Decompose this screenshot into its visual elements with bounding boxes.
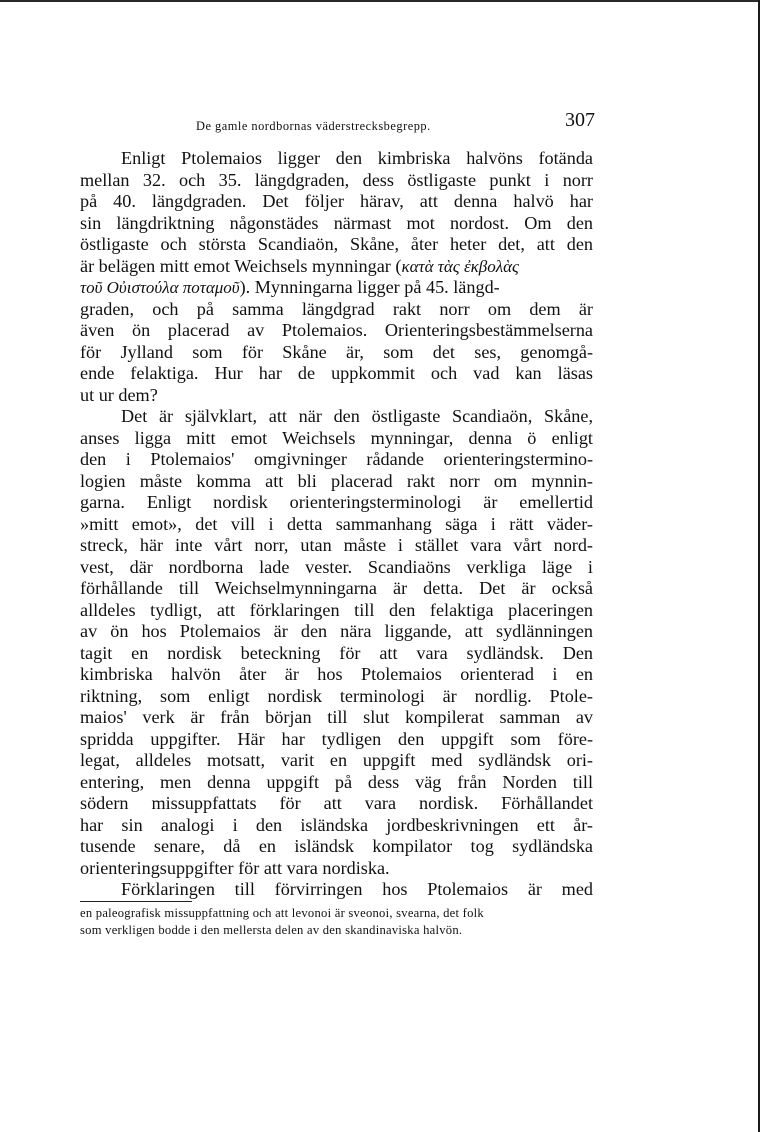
text-line: tagit en nordisk beteckning för att vara sydländsk. Den: [80, 642, 593, 663]
text-line: streck, här inte vårt norr, utan måste i stället vara vårt nord-: [80, 535, 593, 555]
text-line: ende felaktiga. Hur har de uppkommit och vad kan läsas: [80, 363, 593, 383]
text-line: sin längdriktning någonstädes närmast mot nordost. Om den: [80, 212, 593, 233]
text-line-with-greek: [80, 277, 593, 299]
running-title: De gamle nordbornas väderstrecksbegrepp.: [196, 119, 431, 133]
text-line: tusende senare, då en isländsk kompilator tog sydländska: [80, 836, 593, 856]
text-line: av ön hos Ptolemaios är den nära liggande, att sydlänningen: [80, 621, 593, 641]
text-segment: ). Mynningarna ligger på 45. längd-: [239, 277, 500, 297]
text-line: maios' verk är från början till slut kompilerat samman av: [80, 707, 593, 727]
text-line: Enligt Ptolemaios ligger den kimbriska halvöns fotända: [121, 148, 593, 168]
text-line: har sin analogi i den isländska jordbeskrivningen ett år-: [80, 814, 593, 835]
text-line: legat, alldeles motsatt, varit en uppgift med sydländsk ori-: [80, 750, 593, 770]
text-line: södern missuppfattats för att vara nordisk. Förhållandet: [80, 793, 593, 813]
text-line: graden, och på samma längdgrad rakt norr om dem är: [80, 298, 593, 319]
text-line: den i Ptolemaios' omgivninger rådande orienteringstermino-: [80, 449, 593, 469]
page-number: 307: [565, 109, 595, 131]
footnote-rule: [80, 901, 192, 902]
text-line: Det är självklart, att när den östligaste Scandiaön, Skåne,: [121, 406, 593, 426]
text-line: entering, men denna uppgift på dess väg från Norden till: [80, 771, 593, 792]
text-line: vest, där nordborna lade vester. Scandiaöns verkliga läge i: [80, 556, 593, 577]
footnote-line: en paleografisk missuppfattning och att levonoi är sveonoi, svearna, det folk: [80, 906, 484, 920]
text-line: ut ur dem?: [80, 384, 158, 405]
footnote: [80, 905, 593, 939]
scan-edge-top: [0, 0, 760, 2]
text-line: östligaste och största Scandiaön, Skåne, åter heter det, att den: [80, 234, 593, 254]
text-line: även ön placerad av Ptolemaios. Orienteringsbestämmelserna: [80, 320, 593, 340]
text-line: förhållande till Weichselmynningarna är detta. Det är också: [80, 578, 593, 598]
body-text: [80, 148, 593, 901]
text-line-with-greek: [80, 256, 593, 278]
text-line: »mitt emot», det vill i detta sammanhang säga i rätt väder-: [80, 513, 593, 534]
text-line: för Jylland som för Skåne är, som det ses, genomgå-: [80, 341, 593, 362]
text-line: mellan 32. och 35. längdgraden, dess östligaste punkt i norr: [80, 169, 593, 190]
text-line: kimbriska halvön åter är hos Ptolemaios orienterad i en: [80, 664, 593, 684]
text-line: Förklaringen till förvirringen hos Ptolemaios är med: [121, 879, 593, 899]
text-line: logien måste komma att bli placerad rakt norr om mynnin-: [80, 470, 593, 491]
text-line: orienteringsuppgifter för att vara nordiska.: [80, 857, 390, 878]
footnote-line: som verkligen bodde i den mellersta delen av den skandinaviska halvön.: [80, 923, 463, 937]
text-line: anses ligga mitt emot Weichsels mynningar, denna ö enligt: [80, 427, 593, 448]
text-line: spridda uppgifter. Här har tydligen den uppgift som före-: [80, 728, 593, 749]
text-segment: är belägen mitt emot Weichsels mynningar (: [80, 255, 402, 276]
page-header: [190, 109, 600, 138]
greek-phrase: κατὰ τὰς ἐκβολὰς: [401, 256, 519, 276]
text-line: på 40. längdgraden. Det följer härav, att denna halvö har: [80, 191, 593, 211]
text-line: riktning, som enligt nordisk terminologi är nordlig. Ptole-: [80, 685, 593, 706]
text-line: alldeles tydligt, att förklaringen till den felaktiga placeringen: [80, 599, 593, 620]
text-line: garna. Enligt nordisk orienteringsterminologi är emellertid: [80, 492, 593, 512]
greek-phrase: τοῦ Οὐιστούλα ποταμοῦ: [80, 278, 240, 297]
